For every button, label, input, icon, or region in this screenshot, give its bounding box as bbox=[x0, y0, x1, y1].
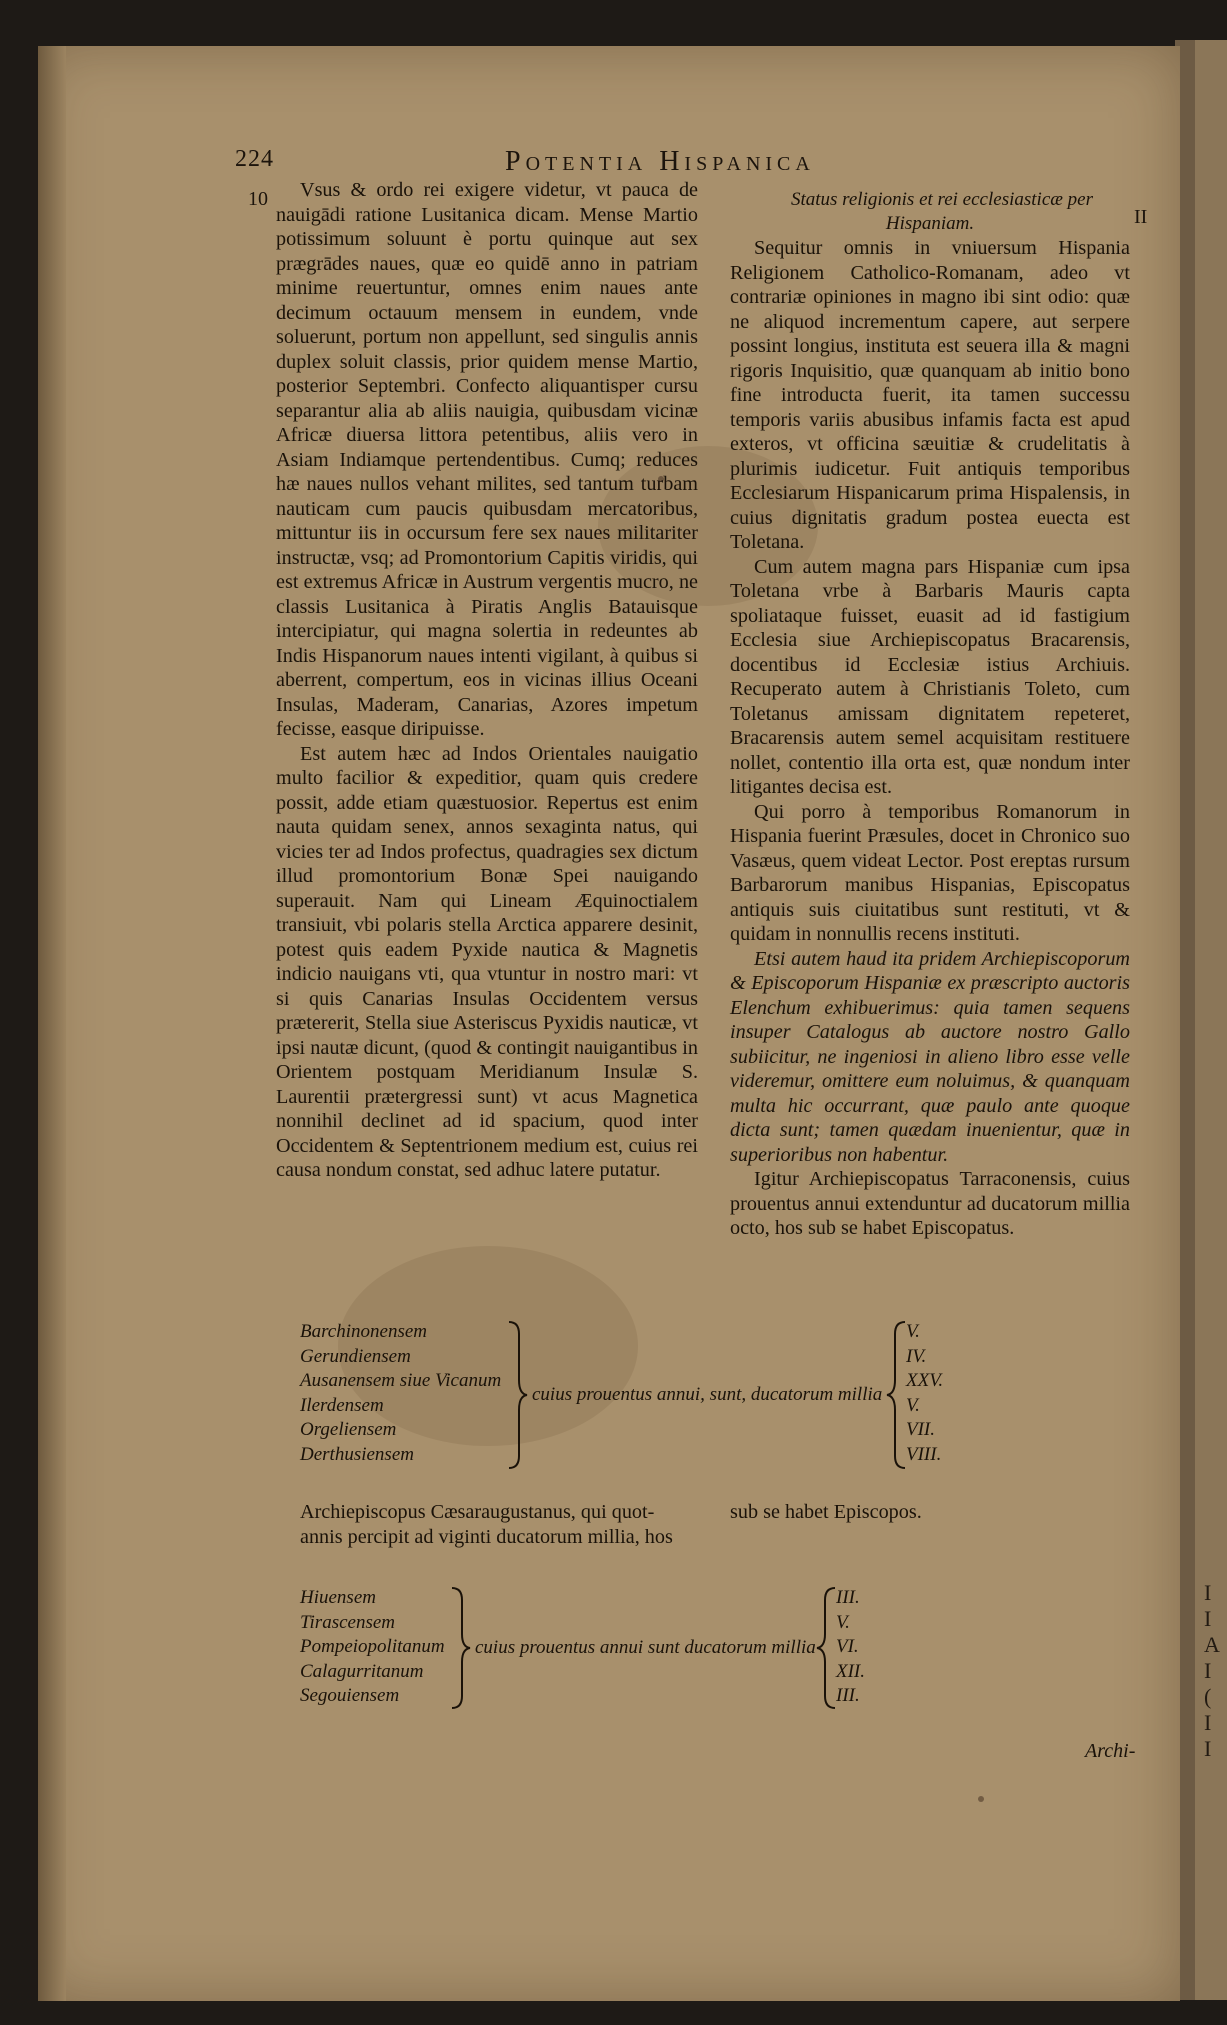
list-item: XXV. bbox=[906, 1370, 944, 1391]
income-values bbox=[906, 1320, 943, 1467]
next-page-letters: I I A I ( I I bbox=[1204, 1580, 1220, 1761]
list-item: III. bbox=[836, 1587, 860, 1608]
page-edge bbox=[38, 46, 66, 2001]
income-phrase: cuius prouentus annui sunt ducatorum millia bbox=[475, 1637, 816, 1658]
bishoprics-list-tarraconensis bbox=[300, 1320, 960, 1480]
list-item: Calagurritanum bbox=[300, 1660, 424, 1682]
list-item: Ausanensem siue Vicanum bbox=[300, 1370, 502, 1391]
income-values bbox=[836, 1586, 865, 1709]
income-phrase: cuius prouentus annui, sunt, ducatorum millia bbox=[532, 1384, 883, 1405]
left-column bbox=[276, 178, 698, 1183]
right-brace-icon bbox=[448, 1586, 472, 1711]
right-brace-icon bbox=[505, 1320, 529, 1470]
list-item: VII. bbox=[906, 1419, 936, 1440]
paragraph: Igitur Archiepiscopatus Tarraconensis, cuius prouentus annui extenduntur ad ducatorum millia octo, hos sub se habet Episcopatus. bbox=[730, 1168, 1130, 1239]
right-margin-number: II bbox=[1134, 206, 1148, 228]
list-item: III. bbox=[836, 1685, 860, 1706]
bishoprics-list-caesaraugustanus bbox=[300, 1586, 920, 1716]
list-item: VIII. bbox=[906, 1443, 942, 1465]
list-item: VI. bbox=[836, 1636, 859, 1657]
section-title: Status religionis et rei ecclesiasticæ per Hispaniam. bbox=[790, 189, 1093, 234]
left-margin-number: 10 bbox=[248, 188, 268, 210]
list-item: Segouiensem bbox=[300, 1685, 400, 1706]
italic-paragraph: Etsi autem haud ita pridem Archiepiscoporum & Episcoporum Hispaniæ ex præscripto auctoris Elenchum exhibuerimus: quia tamen sequens insuper Catalogus ab auctore nostro Gallo subiicitur, ne ingeniosi in alieno libro esse velle videremur, omittere eum noluimus, & quanquam multa hic occurrant, quæ paulo ante quoque dicta sunt; tamen quædam inuenientur, quæ in superioribus non habentur. bbox=[730, 947, 1130, 1166]
catchword: Archi- bbox=[1085, 1740, 1136, 1762]
paragraph: Sequitur omnis in vniuersum Hispania Religionem Catholico-Romanam, adeo vt contrariæ opiniones in magno ibi sint odio: quæ ne aliquod incrementum capere, aut serpere possint longius, instituta est seuera illa & magni rigoris Inquisitio, quæ quanquam ab initio bono fine introducta fuerit, ita tamen successu temporis variis abusibus infamis facta est apud exteros, vt officina sæuitiæ & crudelitatis à plurimis iudicetur. Fuit antiquis temporibus Ecclesiarum Hispanicarum prima Hispalensis, in cuius dignitatis gradum postea euecta est Toletana. bbox=[730, 237, 1130, 553]
bishopric-names bbox=[300, 1586, 445, 1709]
text-line: Archiepiscopus Cæsaraugustanus, qui quot- bbox=[300, 1501, 655, 1523]
list-item: XII. bbox=[836, 1660, 866, 1682]
paragraph: Vsus & ordo rei exigere videtur, vt pauca de nauigādi ratione Lusitanica dicam. Mense Martio potissimum soluunt è portu quinque aut sex prægrādes naues, quæ eo quidē anno in patriam minime reuertuntur, omnes enim naues ante decimum octauum mensem in eundem, vnde soluerunt, portum non appellunt, sed singulis annis duplex soluit classis, prior quidem mense Martio, posterior Septembri. Confecto aliquantisper cursu separantur alia ab aliis nauigia, quibusdam vicinæ Africæ diuersa littora petentibus, aliis vero in Asiam Indiamque pertendentibus. Cumq; reduces hæ naues nullos vehant milites, sed tantum turbam nauticam cum paucis quibusdam mercatoribus, mittuntur iis in occursum fere sex naues militariter instructæ, vsq; ad Promontorium Capitis viridis, qui est extremus Africæ in Austrum vergentis mucro, ne classis Lusitanica à Piratis Anglis Batauisque intercipiatur, qui magna solertia in redeuntes ab Indis Hispanorum naues intenti vigilant, à quibus si aberrent, compertum, eos in vicinas illius Oceani Insulas, Maderam, Canarias, Azores impetum fecisse, easque diripuisse. bbox=[276, 179, 698, 740]
list-item: Derthusiensem bbox=[300, 1443, 414, 1465]
paragraph: Qui porro à temporibus Romanorum in Hispania fuerint Præsules, docet in Chronico suo Vasæus, quem videat Lector. Post ereptas rursum Barbarorum manibus Hispanias, Episcopatus antiquis suis ciuitatibus sunt restituti, vt & quidam in nonnullis recens instituti. bbox=[730, 800, 1130, 945]
list-item: IV. bbox=[906, 1345, 927, 1367]
text-line: annis percipit ad viginti ducatorum millia, hos bbox=[300, 1526, 673, 1548]
list-item: Hiuensem bbox=[300, 1587, 376, 1608]
list-item: Orgeliensem bbox=[300, 1419, 397, 1440]
paragraph: Cum autem magna pars Hispaniæ cum ipsa Toletana vrbe à Barbaris Mauris capta spoliataque fuisset, euasit ad id fastigium Ecclesia siue Archiepiscopatus Bracarensis, docentibus id Ecclesiæ istius Archiuis. Recuperato autem à Christianis Toleto, cum Toletanus amissam dignitatem repeteret, Bracarensis autem semel acquisitam restituere nollet, contentio illa orta est, quæ nondum inter litigantes decisa est. bbox=[730, 555, 1130, 798]
list-item: Pompeiopolitanum bbox=[300, 1636, 445, 1657]
list-item: Tirascensem bbox=[300, 1611, 395, 1633]
running-title: Potentia Hispanica bbox=[505, 146, 815, 177]
list-item: V. bbox=[906, 1321, 920, 1342]
right-column bbox=[730, 188, 1130, 1241]
text-line: sub se habet Episcopos. bbox=[730, 1501, 922, 1523]
list-item: V. bbox=[906, 1394, 920, 1416]
paragraph: Est autem hæc ad Indos Orientales nauigatio multo facilior & expeditior, quam quis credere possit, adde etiam quæstuosior. Repertus est enim nauta quidam senex, annos sexaginta natus, qui vicies ter ad Indos profectus, quadragies sex dictum illud promontorium Bonæ Spei nauigando superauit. Nam qui Lineam Æquinoctialem transiuit, vbi polaris stella Arctica apparere desinit, potest quis eadem Pyxide nautica & Magnetis indicio nauigans vti, qua vtuntur in nostro mari: vt si quis Canarias Insulas Occidentem versus prætererit, Stella siue Asteriscus Pyxidis nauticæ, vt ipsi nautæ dicunt, (quod & contingit nauigantibus in Orientem postquam Meridianum Insulæ S. Laurentii prætergressi sunt) vt acus Magnetica nonnihil declinet ad id spacium, quod inter Occidentem & Septentrionem medium est, cuius rei causa nondum constat, sed adhuc latere putatur. bbox=[276, 742, 698, 1181]
list-item: Barchinonensem bbox=[300, 1321, 427, 1342]
page-number: 224 bbox=[235, 146, 274, 172]
list-item: V. bbox=[836, 1611, 850, 1633]
list-item: Gerundiensem bbox=[300, 1345, 411, 1367]
list-item: Ilerdensem bbox=[300, 1394, 384, 1416]
page-header bbox=[0, 146, 1227, 178]
bishopric-names bbox=[300, 1320, 501, 1467]
